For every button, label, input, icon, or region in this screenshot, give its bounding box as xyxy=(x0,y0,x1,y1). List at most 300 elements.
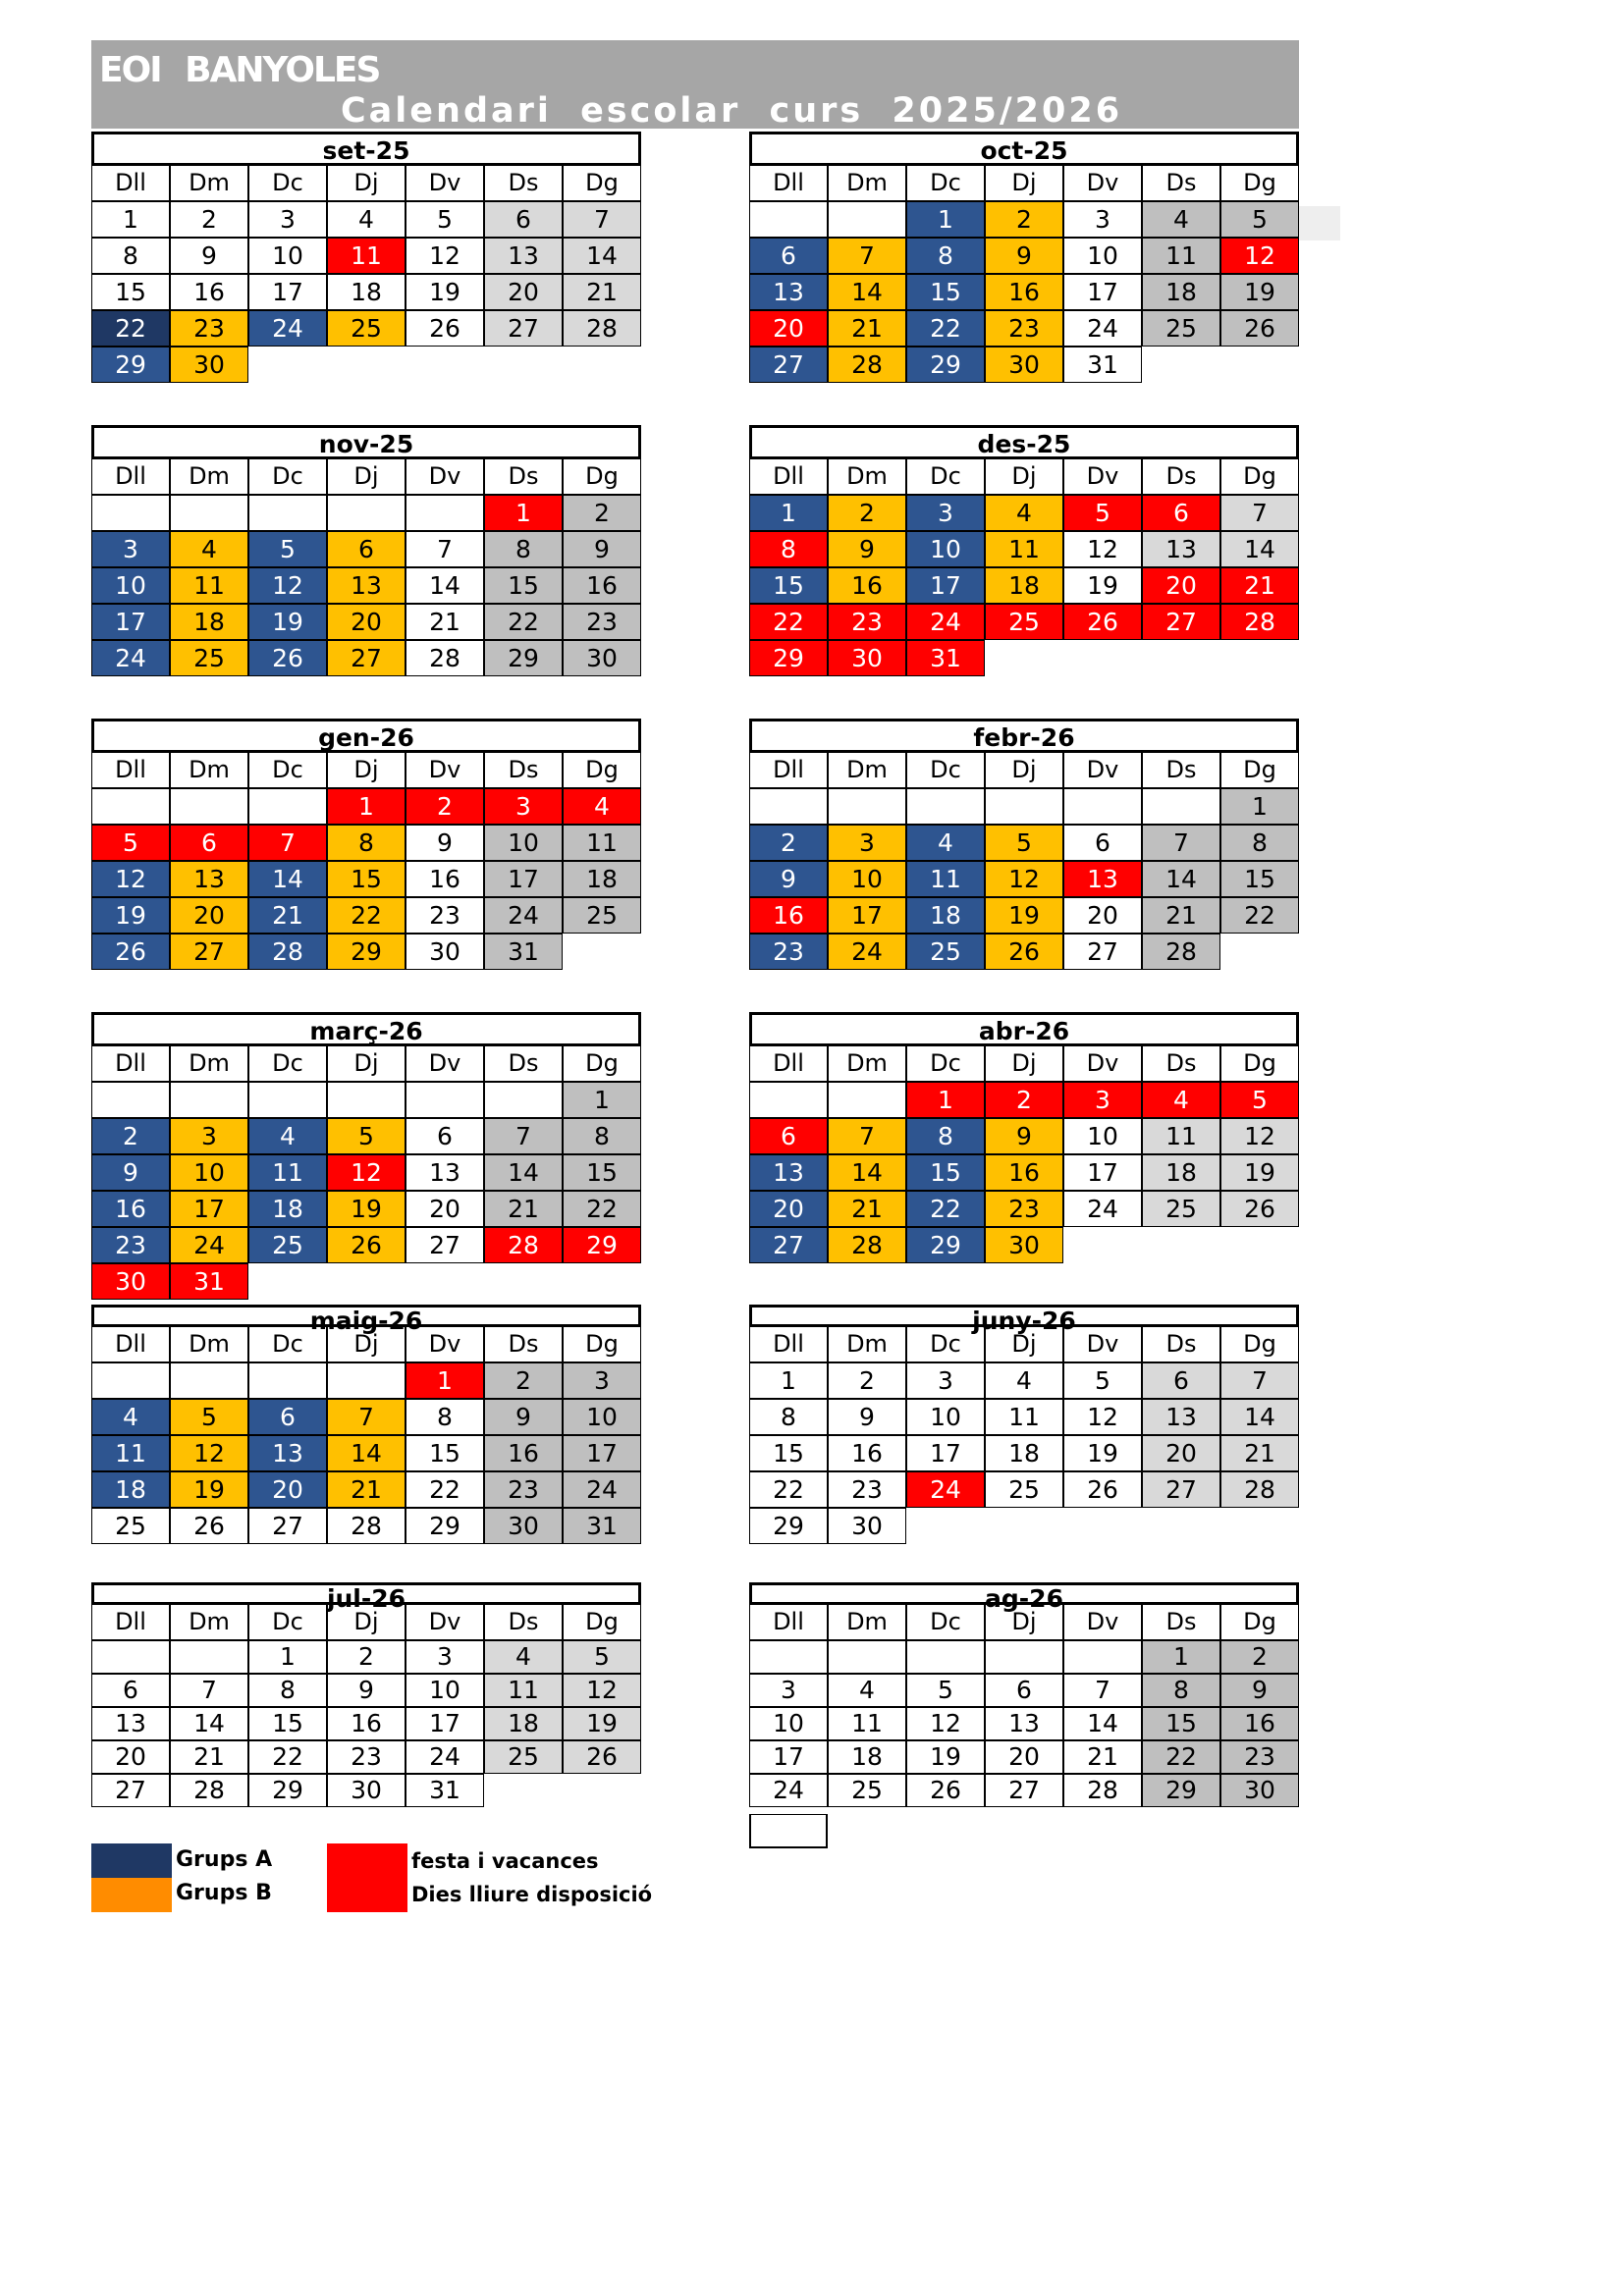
day-cell: 6 xyxy=(1142,1362,1220,1399)
week-row xyxy=(749,531,1299,567)
day-cell: 29 xyxy=(91,347,170,383)
day-cell: 14 xyxy=(248,861,327,897)
day-cell: 27 xyxy=(406,1227,484,1263)
day-cell: 30 xyxy=(985,347,1063,383)
day-cell: 5 xyxy=(1220,1082,1299,1118)
weekday-label: Ds xyxy=(1142,165,1220,201)
week-row xyxy=(91,310,641,347)
day-cell: 6 xyxy=(248,1399,327,1435)
month-title: juny-26 xyxy=(749,1305,1299,1326)
day-cell: 10 xyxy=(248,238,327,274)
weekday-label: Dm xyxy=(170,752,248,788)
day-cell: 31 xyxy=(406,1774,484,1807)
day-cell: 12 xyxy=(906,1707,985,1740)
empty-day-cell xyxy=(248,788,327,825)
day-cell: 27 xyxy=(1063,934,1142,970)
day-cell: 13 xyxy=(484,238,563,274)
month-7 xyxy=(749,1012,1299,1263)
day-cell: 11 xyxy=(563,825,641,861)
day-cell: 30 xyxy=(327,1774,406,1807)
day-cell: 22 xyxy=(406,1471,484,1508)
weekday-label: Dc xyxy=(906,752,985,788)
day-cell: 19 xyxy=(1220,1154,1299,1191)
day-cell: 6 xyxy=(91,1674,170,1707)
day-cell: 19 xyxy=(170,1471,248,1508)
day-cell: 20 xyxy=(1063,897,1142,934)
weekday-label: Dll xyxy=(749,752,828,788)
day-cell: 11 xyxy=(484,1674,563,1707)
week-row xyxy=(749,201,1299,238)
week-row xyxy=(749,1227,1299,1263)
weekday-header xyxy=(91,458,641,495)
day-cell: 17 xyxy=(906,567,985,604)
day-cell: 13 xyxy=(749,274,828,310)
day-cell: 16 xyxy=(170,274,248,310)
week-row xyxy=(749,495,1299,531)
empty-day-cell xyxy=(91,1362,170,1399)
day-cell: 31 xyxy=(484,934,563,970)
month-10 xyxy=(91,1582,641,1807)
day-cell: 30 xyxy=(828,640,906,676)
day-cell: 10 xyxy=(91,567,170,604)
day-cell: 28 xyxy=(828,347,906,383)
empty-day-cell xyxy=(170,1362,248,1399)
weekday-header xyxy=(749,1604,1299,1640)
day-cell: 9 xyxy=(749,861,828,897)
day-cell: 7 xyxy=(1220,1362,1299,1399)
day-cell: 18 xyxy=(828,1740,906,1774)
legend-holidays: festa i vacances xyxy=(411,1849,599,1873)
day-cell: 23 xyxy=(563,604,641,640)
day-cell: 16 xyxy=(484,1435,563,1471)
empty-day-cell xyxy=(828,1082,906,1118)
month-5 xyxy=(749,719,1299,970)
empty-day-cell xyxy=(170,1082,248,1118)
day-cell: 7 xyxy=(327,1399,406,1435)
day-cell: 29 xyxy=(749,1508,828,1544)
day-cell: 3 xyxy=(170,1118,248,1154)
day-cell: 18 xyxy=(327,274,406,310)
day-cell: 12 xyxy=(563,1674,641,1707)
month-title: març-26 xyxy=(91,1012,641,1045)
weekday-label: Dv xyxy=(1063,458,1142,495)
week-row xyxy=(91,861,641,897)
day-cell: 23 xyxy=(828,1471,906,1508)
month-title: abr-26 xyxy=(749,1012,1299,1045)
day-cell: 5 xyxy=(1063,1362,1142,1399)
day-cell: 2 xyxy=(327,1640,406,1674)
day-cell: 26 xyxy=(563,1740,641,1774)
day-cell: 24 xyxy=(906,1471,985,1508)
day-cell: 21 xyxy=(406,604,484,640)
weekday-label: Ds xyxy=(484,1326,563,1362)
week-row xyxy=(91,567,641,604)
day-cell: 4 xyxy=(327,201,406,238)
day-cell: 18 xyxy=(906,897,985,934)
month-6 xyxy=(91,1012,641,1300)
day-cell: 4 xyxy=(1142,1082,1220,1118)
day-cell: 28 xyxy=(1142,934,1220,970)
weekday-label: Dv xyxy=(406,1604,484,1640)
day-cell: 4 xyxy=(91,1399,170,1435)
weekday-label: Dc xyxy=(906,458,985,495)
weekday-header xyxy=(749,1326,1299,1362)
day-cell: 13 xyxy=(327,567,406,604)
day-cell: 9 xyxy=(985,238,1063,274)
day-cell: 17 xyxy=(828,897,906,934)
week-row xyxy=(749,1191,1299,1227)
day-cell: 3 xyxy=(1063,201,1142,238)
day-cell: 22 xyxy=(749,1471,828,1508)
day-cell: 20 xyxy=(1142,1435,1220,1471)
empty-day-cell xyxy=(484,1082,563,1118)
weekday-label: Dj xyxy=(985,752,1063,788)
day-cell: 8 xyxy=(248,1674,327,1707)
day-cell: 14 xyxy=(1142,861,1220,897)
day-cell: 21 xyxy=(1220,1435,1299,1471)
day-cell: 31 xyxy=(1063,347,1142,383)
day-cell: 11 xyxy=(985,531,1063,567)
day-cell: 3 xyxy=(749,1674,828,1707)
day-cell: 31 xyxy=(906,640,985,676)
weekday-label: Ds xyxy=(1142,752,1220,788)
day-cell: 7 xyxy=(170,1674,248,1707)
day-cell: 6 xyxy=(406,1118,484,1154)
weekday-label: Dj xyxy=(327,1604,406,1640)
weekday-label: Dj xyxy=(985,1604,1063,1640)
day-cell: 7 xyxy=(484,1118,563,1154)
weekday-label: Dc xyxy=(906,1604,985,1640)
day-cell: 30 xyxy=(985,1227,1063,1263)
day-cell: 24 xyxy=(1063,310,1142,347)
day-cell: 13 xyxy=(1063,861,1142,897)
legend-group-a: Grups A xyxy=(176,1847,273,1872)
week-row xyxy=(749,238,1299,274)
month-3 xyxy=(749,425,1299,676)
empty-day-cell xyxy=(327,1362,406,1399)
week-row xyxy=(91,1154,641,1191)
day-cell: 21 xyxy=(1220,567,1299,604)
day-cell: 14 xyxy=(406,567,484,604)
weekday-header xyxy=(91,1045,641,1082)
day-cell: 21 xyxy=(828,310,906,347)
day-cell: 18 xyxy=(1142,1154,1220,1191)
weekday-label: Dc xyxy=(906,1045,985,1082)
day-cell: 4 xyxy=(170,531,248,567)
day-cell: 17 xyxy=(1063,1154,1142,1191)
day-cell: 23 xyxy=(828,604,906,640)
day-cell: 21 xyxy=(1142,897,1220,934)
day-cell: 8 xyxy=(906,1118,985,1154)
month-title: gen-26 xyxy=(91,719,641,752)
day-cell: 30 xyxy=(563,640,641,676)
day-cell: 18 xyxy=(170,604,248,640)
empty-day-cell xyxy=(170,1640,248,1674)
day-cell: 6 xyxy=(484,201,563,238)
day-cell: 22 xyxy=(906,1191,985,1227)
weekday-header xyxy=(91,165,641,201)
weekday-label: Dj xyxy=(327,1326,406,1362)
weekday-label: Dc xyxy=(248,1326,327,1362)
week-row xyxy=(91,1399,641,1435)
day-cell: 1 xyxy=(327,788,406,825)
weekday-label: Dc xyxy=(906,165,985,201)
day-cell: 1 xyxy=(91,201,170,238)
week-row xyxy=(749,1471,1299,1508)
day-cell: 18 xyxy=(91,1471,170,1508)
day-cell: 30 xyxy=(170,347,248,383)
day-cell: 19 xyxy=(91,897,170,934)
month-title: des-25 xyxy=(749,425,1299,458)
week-row xyxy=(91,1118,641,1154)
empty-day-cell xyxy=(828,1640,906,1674)
day-cell: 29 xyxy=(906,347,985,383)
day-cell: 19 xyxy=(563,1707,641,1740)
day-cell: 8 xyxy=(749,1399,828,1435)
day-cell: 22 xyxy=(327,897,406,934)
day-cell: 28 xyxy=(248,934,327,970)
day-cell: 19 xyxy=(1063,1435,1142,1471)
week-row xyxy=(749,347,1299,383)
week-row xyxy=(91,1362,641,1399)
school-name: EOI BANYOLES xyxy=(99,50,380,90)
day-cell: 5 xyxy=(327,1118,406,1154)
weekday-label: Dv xyxy=(1063,1045,1142,1082)
day-cell: 9 xyxy=(327,1674,406,1707)
week-row xyxy=(91,604,641,640)
weekday-label: Dc xyxy=(248,1604,327,1640)
day-cell: 11 xyxy=(906,861,985,897)
day-cell: 1 xyxy=(563,1082,641,1118)
day-cell: 14 xyxy=(484,1154,563,1191)
day-cell: 6 xyxy=(170,825,248,861)
day-cell: 20 xyxy=(248,1471,327,1508)
weekday-label: Dg xyxy=(1220,1604,1299,1640)
day-cell: 30 xyxy=(484,1508,563,1544)
day-cell: 2 xyxy=(406,788,484,825)
day-cell: 9 xyxy=(985,1118,1063,1154)
weekday-label: Ds xyxy=(484,458,563,495)
weekday-label: Dm xyxy=(828,752,906,788)
weekday-label: Ds xyxy=(484,752,563,788)
weekday-label: Dc xyxy=(248,752,327,788)
legend xyxy=(91,1843,680,1912)
day-cell: 29 xyxy=(1142,1774,1220,1807)
weekday-label: Dj xyxy=(985,458,1063,495)
group-a-swatch xyxy=(91,1843,172,1878)
day-cell: 14 xyxy=(563,238,641,274)
day-cell: 11 xyxy=(985,1399,1063,1435)
week-row xyxy=(749,1362,1299,1399)
day-cell: 28 xyxy=(1063,1774,1142,1807)
week-row xyxy=(91,201,641,238)
day-cell: 20 xyxy=(406,1191,484,1227)
day-cell: 11 xyxy=(170,567,248,604)
day-cell: 26 xyxy=(170,1508,248,1544)
day-cell: 10 xyxy=(906,531,985,567)
week-row xyxy=(91,1707,641,1740)
month-4 xyxy=(91,719,641,970)
weekday-label: Dll xyxy=(749,165,828,201)
day-cell: 15 xyxy=(563,1154,641,1191)
day-cell: 11 xyxy=(828,1707,906,1740)
weekday-label: Ds xyxy=(484,1604,563,1640)
day-cell: 20 xyxy=(327,604,406,640)
day-cell: 24 xyxy=(248,310,327,347)
day-cell: 22 xyxy=(248,1740,327,1774)
day-cell: 15 xyxy=(91,274,170,310)
empty-day-cell xyxy=(170,788,248,825)
day-cell: 26 xyxy=(327,1227,406,1263)
day-cell: 13 xyxy=(170,861,248,897)
day-cell: 22 xyxy=(563,1191,641,1227)
day-cell: 3 xyxy=(828,825,906,861)
day-cell: 30 xyxy=(1220,1774,1299,1807)
day-cell: 19 xyxy=(248,604,327,640)
week-row xyxy=(91,1640,641,1674)
day-cell: 4 xyxy=(985,1362,1063,1399)
day-cell: 14 xyxy=(170,1707,248,1740)
day-cell: 6 xyxy=(749,1118,828,1154)
header-shade xyxy=(1299,206,1340,240)
day-cell: 17 xyxy=(91,604,170,640)
weekday-label: Ds xyxy=(484,165,563,201)
weekday-label: Dm xyxy=(828,1604,906,1640)
day-cell: 9 xyxy=(170,238,248,274)
day-cell: 25 xyxy=(906,934,985,970)
day-cell: 24 xyxy=(170,1227,248,1263)
day-cell: 23 xyxy=(327,1740,406,1774)
day-cell: 30 xyxy=(406,934,484,970)
empty-day-cell xyxy=(248,1082,327,1118)
day-cell: 9 xyxy=(484,1399,563,1435)
day-cell: 8 xyxy=(327,825,406,861)
day-cell: 25 xyxy=(563,897,641,934)
day-cell: 1 xyxy=(906,1082,985,1118)
weekday-label: Dc xyxy=(248,165,327,201)
day-cell: 8 xyxy=(1220,825,1299,861)
day-cell: 15 xyxy=(906,274,985,310)
day-cell: 24 xyxy=(1063,1191,1142,1227)
weekday-label: Dll xyxy=(91,1604,170,1640)
empty-day-cell xyxy=(1063,788,1142,825)
day-cell: 23 xyxy=(484,1471,563,1508)
weekday-header xyxy=(91,752,641,788)
weekday-label: Dv xyxy=(1063,752,1142,788)
weekday-header xyxy=(91,1326,641,1362)
day-cell: 13 xyxy=(248,1435,327,1471)
day-cell: 5 xyxy=(91,825,170,861)
day-cell: 1 xyxy=(749,495,828,531)
day-cell: 15 xyxy=(1220,861,1299,897)
week-row xyxy=(91,1471,641,1508)
empty-day-cell xyxy=(749,1082,828,1118)
week-row xyxy=(91,1674,641,1707)
day-cell: 8 xyxy=(91,238,170,274)
month-11 xyxy=(749,1582,1299,1807)
day-cell: 26 xyxy=(1063,1471,1142,1508)
day-cell: 16 xyxy=(985,274,1063,310)
weekday-label: Dv xyxy=(406,752,484,788)
day-cell: 7 xyxy=(1220,495,1299,531)
day-cell: 18 xyxy=(985,567,1063,604)
day-cell: 9 xyxy=(828,531,906,567)
month-title: ag-26 xyxy=(749,1582,1299,1604)
day-cell: 10 xyxy=(563,1399,641,1435)
weekday-label: Dll xyxy=(91,1045,170,1082)
day-cell: 10 xyxy=(406,1674,484,1707)
week-row xyxy=(749,1118,1299,1154)
month-title: maig-26 xyxy=(91,1305,641,1326)
empty-day-cell xyxy=(749,1640,828,1674)
weekday-header xyxy=(91,1604,641,1640)
week-row xyxy=(749,604,1299,640)
legend-free-days: Dies lliure disposició xyxy=(411,1883,653,1906)
month-title: oct-25 xyxy=(749,132,1299,165)
day-cell: 4 xyxy=(906,825,985,861)
weekday-label: Dj xyxy=(327,752,406,788)
weekday-label: Dg xyxy=(1220,458,1299,495)
weekday-label: Dll xyxy=(749,1326,828,1362)
empty-day-cell xyxy=(248,1362,327,1399)
day-cell: 11 xyxy=(1142,1118,1220,1154)
day-cell: 21 xyxy=(484,1191,563,1227)
week-row xyxy=(91,1227,641,1263)
holiday-swatch xyxy=(327,1843,407,1912)
day-cell: 29 xyxy=(484,640,563,676)
day-cell: 13 xyxy=(985,1707,1063,1740)
day-cell: 2 xyxy=(985,1082,1063,1118)
day-cell: 13 xyxy=(406,1154,484,1191)
day-cell: 12 xyxy=(406,238,484,274)
day-cell: 23 xyxy=(985,1191,1063,1227)
day-cell: 27 xyxy=(749,347,828,383)
day-cell: 11 xyxy=(248,1154,327,1191)
day-cell: 20 xyxy=(749,310,828,347)
weekday-label: Dm xyxy=(170,458,248,495)
legend-group-b: Grups B xyxy=(176,1881,272,1905)
week-row xyxy=(749,788,1299,825)
day-cell: 13 xyxy=(1142,531,1220,567)
day-cell: 19 xyxy=(327,1191,406,1227)
day-cell: 12 xyxy=(170,1435,248,1471)
day-cell: 26 xyxy=(906,1774,985,1807)
weekday-label: Dv xyxy=(1063,165,1142,201)
weekday-label: Dll xyxy=(91,165,170,201)
weekday-label: Ds xyxy=(484,1045,563,1082)
day-cell: 7 xyxy=(828,238,906,274)
day-cell: 19 xyxy=(406,274,484,310)
month-1 xyxy=(749,132,1299,383)
weekday-header xyxy=(749,1045,1299,1082)
day-cell: 14 xyxy=(828,274,906,310)
day-cell: 11 xyxy=(1142,238,1220,274)
day-cell: 17 xyxy=(906,1435,985,1471)
weekday-label: Dj xyxy=(327,165,406,201)
day-cell: 16 xyxy=(749,897,828,934)
day-cell: 29 xyxy=(248,1774,327,1807)
day-cell: 14 xyxy=(1220,531,1299,567)
day-cell: 10 xyxy=(1063,238,1142,274)
month-title: nov-25 xyxy=(91,425,641,458)
day-cell: 27 xyxy=(484,310,563,347)
week-row xyxy=(749,1640,1299,1674)
empty-day-cell xyxy=(91,1640,170,1674)
day-cell: 7 xyxy=(406,531,484,567)
day-cell: 21 xyxy=(1063,1740,1142,1774)
day-cell: 25 xyxy=(1142,1191,1220,1227)
day-cell: 7 xyxy=(1063,1674,1142,1707)
